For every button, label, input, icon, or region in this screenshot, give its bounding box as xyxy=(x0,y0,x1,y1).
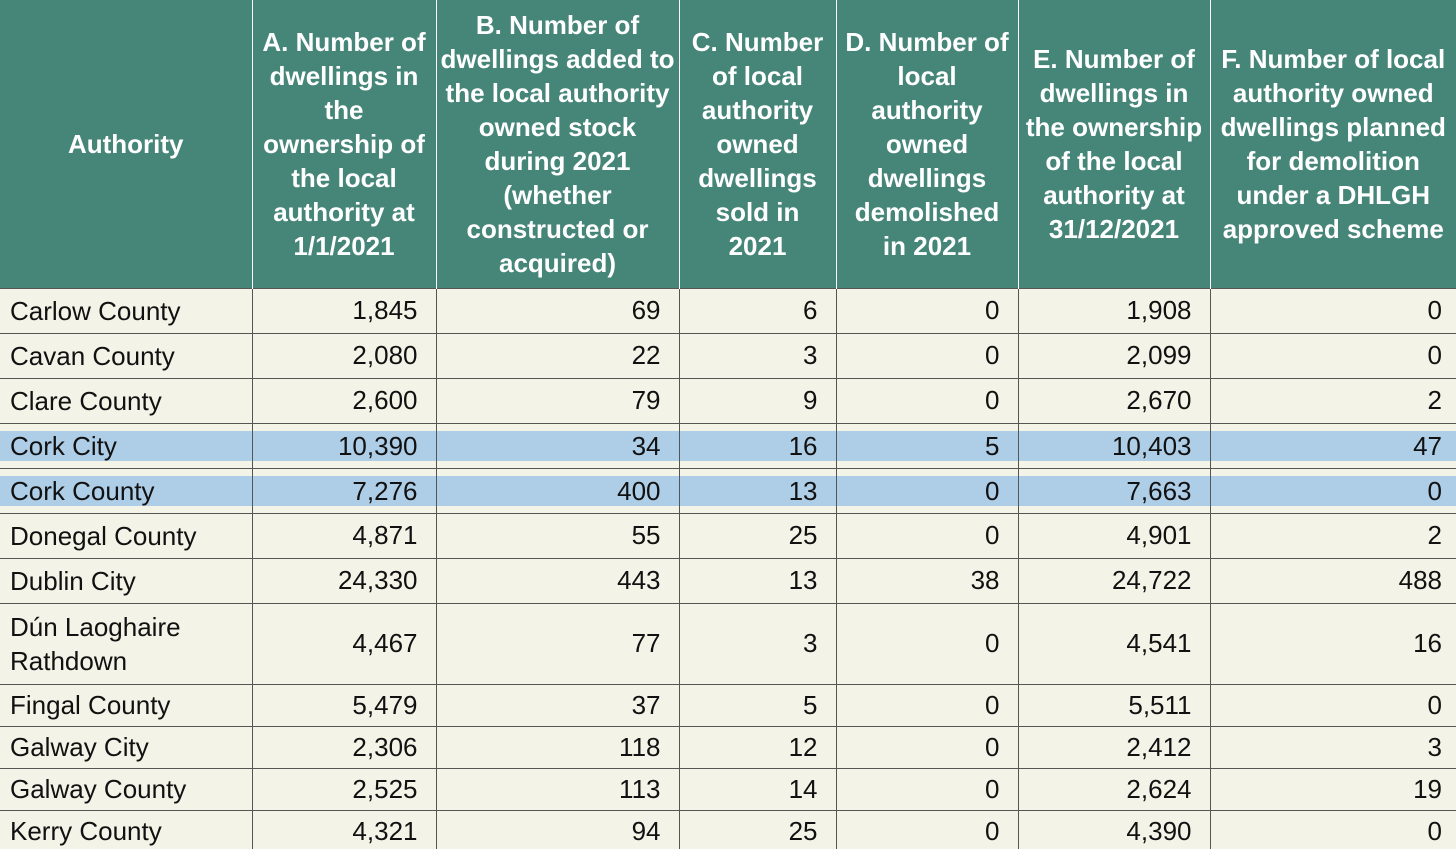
value-cell xyxy=(836,684,1018,726)
value-text: 2,525 xyxy=(352,773,418,804)
value-cell xyxy=(1018,726,1210,768)
value-text: 0 xyxy=(1427,295,1442,325)
value-text: 7,663 xyxy=(1019,476,1210,506)
header-col-a: A. Number of dwellings in the ownership of the local authority at 1/1/2021 xyxy=(252,0,436,288)
value-cell xyxy=(836,513,1018,558)
value-text: 37 xyxy=(631,689,661,720)
value-text: 0 xyxy=(985,340,1000,370)
value-cell xyxy=(436,378,679,423)
table-row xyxy=(0,333,1456,378)
value-text: 0 xyxy=(1427,815,1442,846)
value-cell xyxy=(836,726,1018,768)
value-cell xyxy=(252,768,436,810)
authority-name: Galway City xyxy=(10,732,149,762)
value-text: 400 xyxy=(437,476,679,506)
value-text: 4,467 xyxy=(352,628,418,658)
value-text: 69 xyxy=(631,295,661,325)
value-cell xyxy=(1210,684,1456,726)
value-cell xyxy=(1210,768,1456,810)
value-cell xyxy=(436,423,679,468)
value-text: 443 xyxy=(617,565,661,595)
value-text: 1,845 xyxy=(352,295,418,325)
value-cell xyxy=(1018,468,1210,513)
value-text: 3 xyxy=(803,628,818,658)
value-text: 47 xyxy=(1211,431,1456,461)
value-cell xyxy=(436,513,679,558)
value-cell xyxy=(252,726,436,768)
value-cell xyxy=(436,726,679,768)
value-text: 3 xyxy=(803,340,818,370)
value-cell xyxy=(679,333,836,378)
value-text: 25 xyxy=(788,520,818,550)
value-text: 9 xyxy=(803,385,818,415)
value-text: 118 xyxy=(619,731,661,762)
header-col-f: F. Number of local authority owned dwellings planned for demolition under a DHLGH approved scheme xyxy=(1210,0,1456,288)
value-cell xyxy=(836,423,1018,468)
value-cell xyxy=(1018,378,1210,423)
header-col-d: D. Number of local authority owned dwellings demolished in 2021 xyxy=(836,0,1018,288)
value-text: 22 xyxy=(631,340,661,370)
authority-cell xyxy=(0,768,252,810)
value-text: 488 xyxy=(1398,565,1442,595)
value-text: 16 xyxy=(1413,628,1442,658)
value-cell xyxy=(252,558,436,603)
value-cell xyxy=(836,288,1018,333)
header-col-e: E. Number of dwellings in the ownership of the local authority at 31/12/2021 xyxy=(1018,0,1210,288)
value-cell xyxy=(679,558,836,603)
value-text: 3 xyxy=(1427,731,1442,762)
table-row xyxy=(0,603,1456,684)
value-cell xyxy=(836,810,1018,849)
table-row xyxy=(0,684,1456,726)
authority-cell xyxy=(0,378,252,423)
table-row xyxy=(0,513,1456,558)
value-text: 25 xyxy=(788,815,818,846)
authority-name: Carlow County xyxy=(10,295,181,326)
value-text: 77 xyxy=(631,628,661,658)
value-text: 2 xyxy=(1427,520,1442,550)
value-text: 2,306 xyxy=(352,731,418,762)
authority-name: Cavan County xyxy=(10,340,175,371)
authority-cell xyxy=(0,333,252,378)
header-col-c: C. Number of local authority owned dwellings sold in 2021 xyxy=(679,0,836,288)
value-text: 34 xyxy=(437,431,679,461)
table-row xyxy=(0,558,1456,603)
value-cell xyxy=(252,603,436,684)
header-col-b: B. Number of dwellings added to the local authority owned stock during 2021 (whether constructed or acquired) xyxy=(436,0,679,288)
authority-cell xyxy=(0,558,252,603)
authority-name: Donegal County xyxy=(10,520,197,551)
value-text: 19 xyxy=(1413,773,1442,804)
value-cell xyxy=(1210,333,1456,378)
table-body xyxy=(0,288,1456,849)
value-text: 0 xyxy=(985,815,1000,846)
value-text: 12 xyxy=(788,731,818,762)
value-cell xyxy=(252,810,436,849)
value-text: 13 xyxy=(788,565,818,595)
value-cell xyxy=(436,288,679,333)
authority-cell xyxy=(0,726,252,768)
value-cell xyxy=(679,513,836,558)
value-text: 0 xyxy=(985,628,1000,658)
value-cell xyxy=(679,810,836,849)
value-cell xyxy=(1018,684,1210,726)
value-cell xyxy=(252,378,436,423)
value-cell xyxy=(252,513,436,558)
value-text: 55 xyxy=(631,520,661,550)
value-text: 2,670 xyxy=(1126,385,1192,415)
value-text: 6 xyxy=(803,295,818,325)
value-text: 4,321 xyxy=(352,815,418,846)
value-cell xyxy=(836,333,1018,378)
value-text: 0 xyxy=(985,295,1000,325)
value-cell xyxy=(836,468,1018,513)
value-cell xyxy=(436,333,679,378)
value-cell xyxy=(1018,513,1210,558)
authority-cell xyxy=(0,810,252,849)
value-cell xyxy=(1018,333,1210,378)
value-cell xyxy=(252,423,436,468)
value-text: 38 xyxy=(970,565,1000,595)
authority-cell xyxy=(0,684,252,726)
value-text: 2,099 xyxy=(1126,340,1192,370)
value-text: 10,403 xyxy=(1019,431,1210,461)
value-text: 5 xyxy=(837,431,1018,461)
authority-cell xyxy=(0,603,252,684)
table-row xyxy=(0,378,1456,423)
value-text: 4,901 xyxy=(1126,520,1192,550)
value-cell xyxy=(1018,603,1210,684)
value-cell xyxy=(436,603,679,684)
value-text: 5,511 xyxy=(1128,689,1192,720)
value-cell xyxy=(679,726,836,768)
table-row xyxy=(0,810,1456,849)
value-text: 0 xyxy=(985,731,1000,762)
value-cell xyxy=(1210,378,1456,423)
value-text: 4,871 xyxy=(352,520,418,550)
value-cell xyxy=(1018,423,1210,468)
authority-cell xyxy=(0,513,252,558)
value-cell xyxy=(1210,468,1456,513)
value-text: 5,479 xyxy=(352,689,418,720)
value-cell xyxy=(836,768,1018,810)
value-cell xyxy=(252,333,436,378)
header-row xyxy=(0,0,1456,288)
value-cell xyxy=(1018,288,1210,333)
value-cell xyxy=(436,684,679,726)
value-text: 2,412 xyxy=(1126,731,1192,762)
value-cell xyxy=(252,468,436,513)
value-text: 14 xyxy=(788,773,818,804)
authority-name: Kerry County xyxy=(10,816,162,846)
value-cell xyxy=(436,768,679,810)
value-cell xyxy=(679,684,836,726)
value-text: 0 xyxy=(837,476,1018,506)
value-text: 2 xyxy=(1427,385,1442,415)
value-cell xyxy=(1018,558,1210,603)
value-cell xyxy=(1210,726,1456,768)
value-text: 2,600 xyxy=(352,385,418,415)
value-cell xyxy=(679,423,836,468)
value-text: 13 xyxy=(680,476,836,506)
value-cell xyxy=(679,768,836,810)
value-text: 0 xyxy=(985,773,1000,804)
authority-name: Fingal County xyxy=(10,690,171,720)
value-text: 0 xyxy=(985,689,1000,720)
table-row xyxy=(0,468,1456,513)
value-cell xyxy=(1210,513,1456,558)
value-text: 0 xyxy=(1211,476,1456,506)
value-cell xyxy=(1210,810,1456,849)
authority-cell xyxy=(0,423,252,468)
value-cell xyxy=(252,684,436,726)
value-cell xyxy=(252,288,436,333)
table-row xyxy=(0,288,1456,333)
authority-cell xyxy=(0,468,252,513)
table-row xyxy=(0,768,1456,810)
value-text: 4,541 xyxy=(1126,628,1192,658)
value-text: 113 xyxy=(619,773,661,804)
value-cell xyxy=(1210,603,1456,684)
value-text: 10,390 xyxy=(253,431,436,461)
authority-name: Galway County xyxy=(10,774,187,804)
value-text: 7,276 xyxy=(253,476,436,506)
value-cell xyxy=(679,378,836,423)
authority-cell xyxy=(0,288,252,333)
value-cell xyxy=(1210,288,1456,333)
value-text: 2,624 xyxy=(1126,773,1192,804)
value-cell xyxy=(436,810,679,849)
value-cell xyxy=(436,468,679,513)
table-row xyxy=(0,726,1456,768)
value-text: 2,080 xyxy=(352,340,418,370)
authority-name: Dún Laoghaire Rathdown xyxy=(10,611,181,676)
value-cell xyxy=(1018,768,1210,810)
value-text: 0 xyxy=(985,385,1000,415)
authority-name: Clare County xyxy=(10,385,162,416)
value-text: 24,330 xyxy=(337,565,418,595)
value-cell xyxy=(679,468,836,513)
value-text: 16 xyxy=(680,431,836,461)
authority-name: Dublin City xyxy=(10,565,136,596)
value-cell xyxy=(1210,558,1456,603)
value-text: 0 xyxy=(985,520,1000,550)
value-text: 79 xyxy=(631,385,661,415)
value-cell xyxy=(836,603,1018,684)
value-text: 94 xyxy=(631,815,661,846)
value-text: 0 xyxy=(1427,340,1442,370)
value-text: 0 xyxy=(1427,689,1442,720)
header-authority: Authority xyxy=(0,0,252,288)
value-cell xyxy=(836,558,1018,603)
value-text: 5 xyxy=(803,689,818,720)
value-text: 1,908 xyxy=(1126,295,1192,325)
value-text: 4,390 xyxy=(1126,815,1192,846)
value-text: 24,722 xyxy=(1111,565,1192,595)
value-cell xyxy=(1210,423,1456,468)
value-cell xyxy=(1018,810,1210,849)
value-cell xyxy=(679,288,836,333)
value-cell xyxy=(436,558,679,603)
value-cell xyxy=(836,378,1018,423)
value-cell xyxy=(679,603,836,684)
authority-name: Cork County xyxy=(0,476,252,506)
authority-name: Cork City xyxy=(0,431,252,461)
table-row xyxy=(0,423,1456,468)
